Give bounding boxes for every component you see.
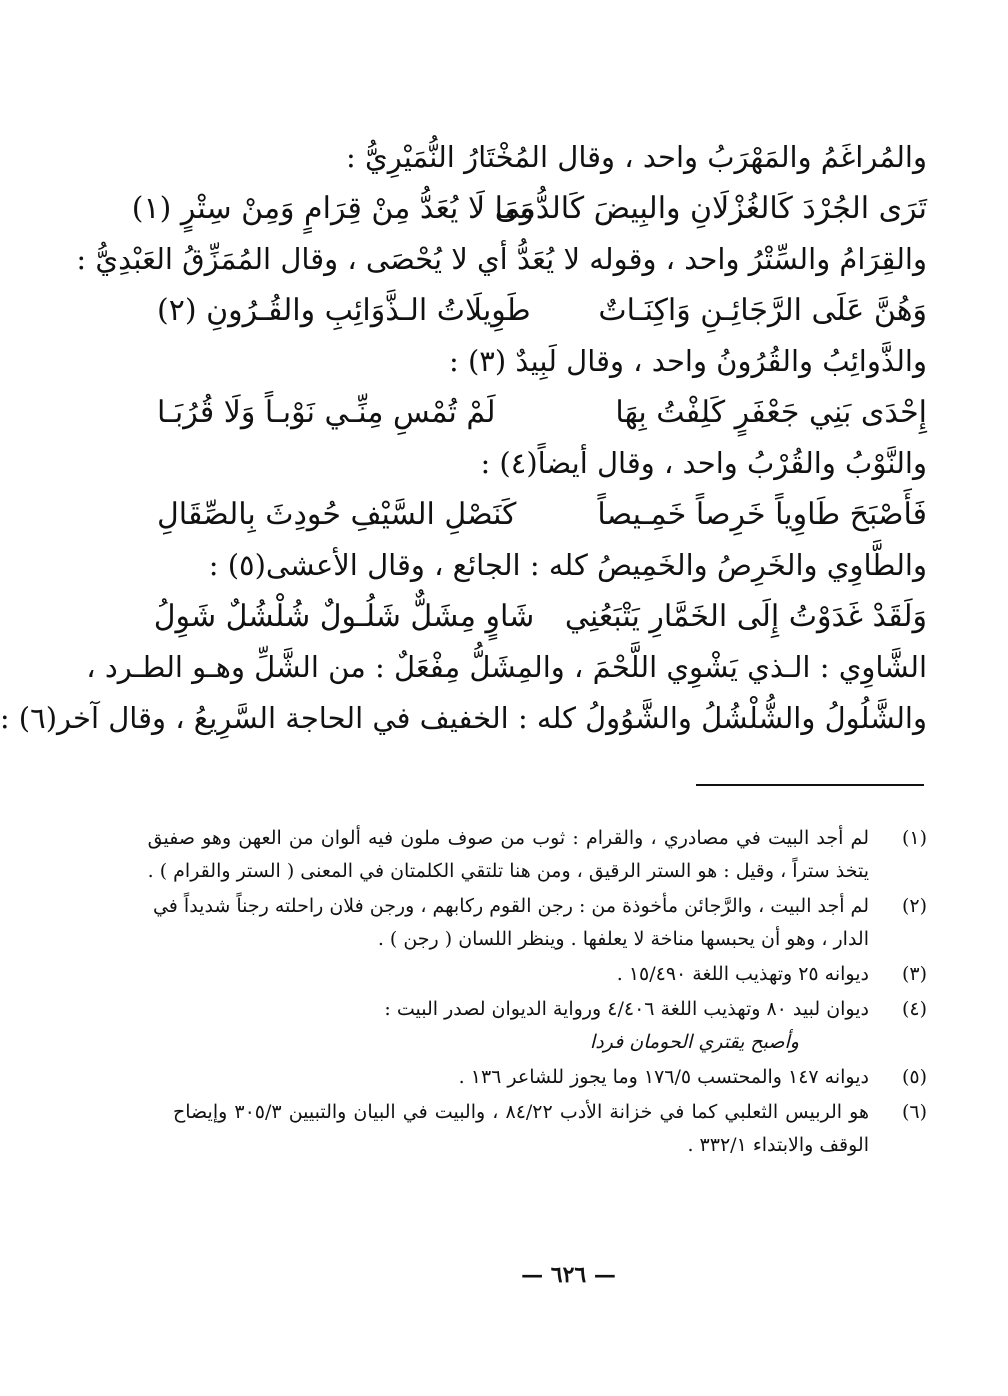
footnote-text: الدار ، وهو أن يحبسها مناخة لا يعلفها . وينظر اللسان ( رجن ) . bbox=[377, 928, 869, 950]
verse-first-hemistich: إِحْدَى بَنِي جَعْفَرٍ كَلِفْتُ بِهَا bbox=[615, 395, 927, 430]
verse-first-hemistich: وَهُنَّ عَلَى الرَّجَائِـنِ وَاكِنَـاتٌ bbox=[598, 293, 927, 328]
verse-second-hemistich: شَاوٍ مِشَلٌّ شَلُـولٌ شُلْشُلٌ شَوِلُ bbox=[153, 599, 535, 634]
verse-first-hemistich: وَلَقَدْ غَدَوْتُ إِلَى الخَمَّارِ يَتْبَعُنِي bbox=[564, 599, 927, 634]
verse-line bbox=[131, 183, 927, 234]
verse-second-hemistich: وَمَا لَا يُعَدُّ مِنْ قِرَامٍ وَمِنْ سِتْرٍ (١) bbox=[131, 191, 535, 226]
prose-line: والذَّوائِبُ والقُرُونُ واحد ، وقال لَبِيدٌ (٣) : bbox=[448, 344, 927, 378]
verse-second-hemistich: كَنَصْلِ السَّيْفِ حُودِثَ بِالصِّقَالِ bbox=[157, 497, 517, 532]
footnote bbox=[173, 1096, 927, 1162]
footnote-text: ديوانه ٢٥ وتهذيب اللغة ١٥/٤٩٠ . bbox=[616, 963, 869, 985]
footnote-text: ديوانه ١٤٧ والمحتسب ١٧٦/٥ وما يجوز للشاعر ١٣٦ . bbox=[458, 1066, 869, 1088]
footnote-text: لم أجد البيت في مصادري ، والقرام : ثوب من صوف ملون فيه ألوان من العهن وهو صفيق bbox=[147, 827, 869, 849]
verse-first-hemistich: فَأَصْبَحَ طَاوِياً خَرِصاً خَمِـيصاً bbox=[597, 497, 927, 532]
page-number: — ٦٢٦ — bbox=[521, 1262, 616, 1288]
prose-line: الشَّاوِي : الـذي يَشْوِي اللَّحْمَ ، والمِشَلُّ مِفْعَلٌ : من الشَّلِّ وهـو الطـرد ، bbox=[86, 650, 927, 684]
footnote-number: (٤) bbox=[901, 998, 927, 1020]
prose-line: والشَّلُولُ والشُّلْشُلُ والشَّوُولُ كله : الخفيف في الحاجة السَّرِيعُ ، وقال آخر(٦) : bbox=[0, 701, 927, 735]
verse-second-hemistich: طَوِيلَاتُ الـذَّوَائِبِ والقُـرُونِ (٢) bbox=[157, 293, 531, 328]
footnote-quote: وأصبح يقتري الحومان فردا bbox=[589, 1031, 799, 1053]
footnote-number: (٥) bbox=[901, 1066, 927, 1088]
verse-line bbox=[157, 285, 927, 336]
prose-line: والطَّاوِي والخَرِصُ والخَمِيصُ كله : الجائع ، وقال الأعشى(٥) : bbox=[208, 548, 927, 582]
verse-line bbox=[153, 591, 927, 642]
footnote-separator bbox=[696, 784, 924, 786]
prose-line: والنَّوْبُ والقُرْبُ واحد ، وقال أيضاً(٤) : bbox=[480, 446, 927, 480]
footnote-number: (٣) bbox=[901, 963, 927, 985]
verse-line bbox=[157, 489, 927, 540]
footnote bbox=[173, 1061, 927, 1094]
footnote-text: ديوان لبيد ٨٠ وتهذيب اللغة ٤/٤٠٦ ورواية الديوان لصدر البيت : bbox=[384, 998, 869, 1020]
verse-second-hemistich: لَمْ تُمْسِ مِنِّـي نَوْبـاً وَلَا قُرُبَـا bbox=[157, 395, 496, 430]
verse-first-hemistich: تَرَى الجُرْدَ كَالغُزْلَانِ والبِيضَ كَالدُّمى bbox=[494, 191, 927, 226]
footnote-text: يتخذ ستراً ، وقيل : هو الستر الرقيق ، ومن هنا تلتقي الكلمتان في المعنى ( الستر والقرام ) . bbox=[147, 860, 869, 882]
footnote bbox=[173, 958, 927, 991]
footnotes bbox=[147, 822, 927, 1164]
verse-line bbox=[157, 387, 927, 438]
footnote-number: (٦) bbox=[901, 1101, 927, 1123]
footnote-number: (١) bbox=[901, 827, 927, 849]
footnote-text: هو الربيس الثعلبي كما في خزانة الأدب ٨٤/٢٢ ، والبيت في البيان والتبيين ٣٠٥/٣ وإيضاح bbox=[173, 1101, 870, 1123]
footnote-number: (٢) bbox=[901, 895, 927, 917]
main-text bbox=[0, 132, 927, 744]
footnote bbox=[147, 822, 927, 888]
prose-line: والمُراغَمُ والمَهْرَبُ واحد ، وقال المُخْتَارُ النُّمَيْرِيُّ : bbox=[346, 140, 927, 174]
prose-line: والقِرَامُ والسِّتْرُ واحد ، وقوله لا يُعَدُّ أي لا يُحْصَى ، وقال المُمَزِّقُ العَبْدِيُّ : bbox=[76, 242, 927, 276]
footnote-text: لم أجد البيت ، والرَّجائن مأخوذة من : رجن القوم ركابهم ، ورجن فلان راحلته رجناً شديداً في bbox=[152, 895, 869, 917]
footnote bbox=[152, 890, 927, 956]
footnote-text: الوقف والابتداء ٣٣٢/١ . bbox=[687, 1134, 869, 1156]
footnote bbox=[173, 993, 927, 1059]
